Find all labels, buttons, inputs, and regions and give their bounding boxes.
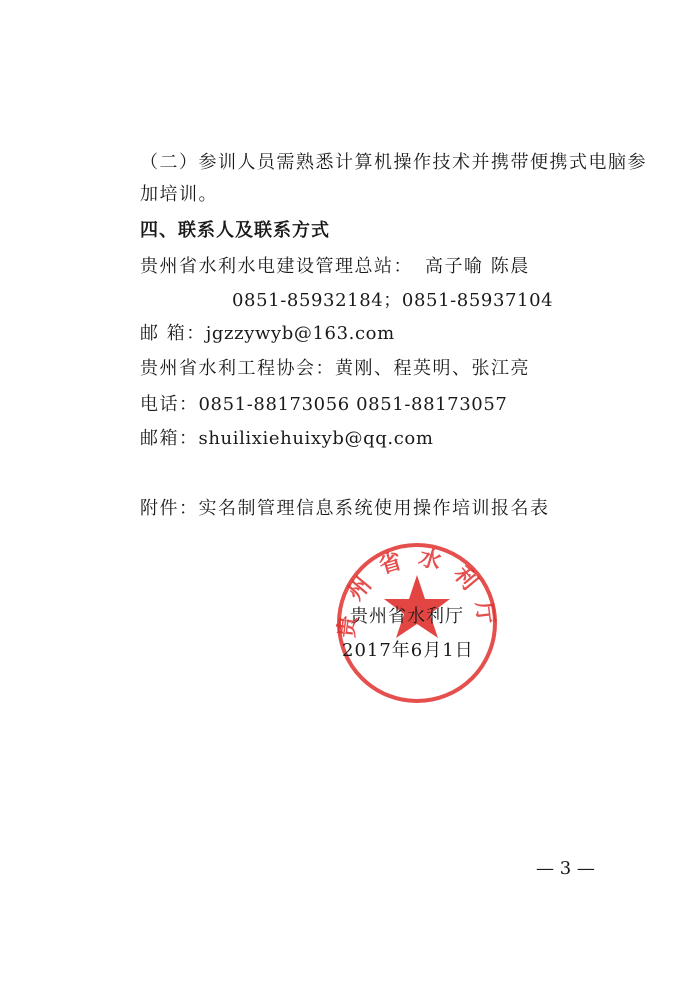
email-1-value[interactable]: jgzzywyb@163.com — [205, 323, 395, 344]
attachment-row — [140, 496, 550, 522]
paragraph-2-line-2: 加培训。 — [140, 184, 218, 205]
phone-2-row — [140, 392, 507, 418]
email-1-label: 邮 箱： — [140, 323, 206, 344]
contact-1-phones: 0851-85932184；0851-85937104 — [232, 290, 554, 311]
contact-2-names: 黄刚、程英明、张江亮 — [335, 358, 530, 379]
email-2-row — [140, 426, 434, 452]
phone-2-label: 电话： — [140, 394, 199, 415]
signature-org: 贵州省水利厅 — [350, 606, 464, 627]
phone-2-values: 0851-88173056 0851-88173057 — [198, 394, 508, 415]
email-1-row — [140, 321, 395, 347]
attachment-title: 实名制管理信息系统使用操作培训报名表 — [198, 498, 550, 519]
page-number: — 3 — — [536, 858, 595, 879]
signature-date: 2017年6月1日 — [342, 640, 474, 661]
seal-arc-text: 贵州省水利厅 — [334, 545, 500, 640]
section-4-heading: 四、联系人及联系方式 — [140, 220, 330, 241]
email-2-value[interactable]: shuilixiehuixyb@qq.com — [198, 428, 434, 449]
email-2-label: 邮箱： — [140, 428, 199, 449]
contact-1-row — [140, 254, 530, 280]
contact-1-names: 高子喻 陈晨 — [425, 256, 530, 277]
paragraph-2-line-1: （二）参训人员需熟悉计算机操作技术并携带便携式电脑参 — [140, 152, 647, 173]
attachment-label: 附件： — [140, 498, 199, 519]
contact-1-org: 贵州省水利水电建设管理总站： — [140, 256, 413, 277]
contact-2-org: 贵州省水利工程协会： — [140, 358, 335, 379]
contact-2-row — [140, 356, 530, 382]
